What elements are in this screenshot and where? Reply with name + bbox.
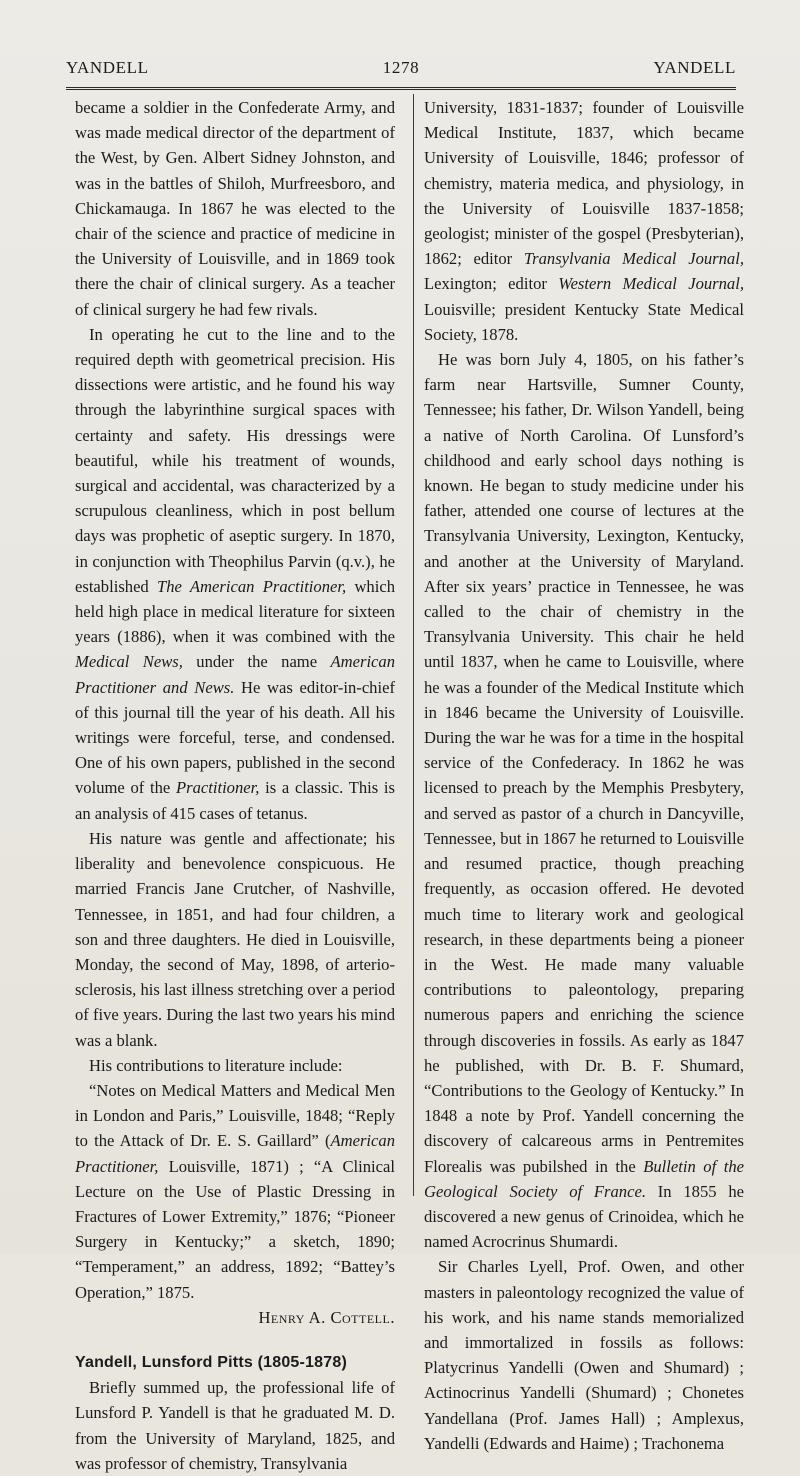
paragraph: His contributions to literature include: (89, 1055, 343, 1075)
journal-title: Transylvania Medical Journal, (523, 249, 744, 269)
text-run: He was editor-in-chief of this journal till the year of his death. All his writings were forceful, terse, and condensed. One of his own papers, published in the second volume of the (75, 677, 395, 798)
journal-title: Bulletin of the Geological Society of France. (424, 1156, 745, 1201)
journal-title: Medical News, (75, 652, 183, 672)
text-run: under the name (182, 652, 331, 672)
paragraph (75, 1078, 395, 1305)
text-run: Lexington; editor (424, 274, 559, 294)
paragraph (75, 322, 395, 826)
text-run: Louisville; president Kentucky State Medical Society, 1878. (424, 299, 744, 344)
text-run: University, 1831-1837; founder of Louisville Medical Institute, 1837, which became University of Louisville, 1846; professor of chemistry, materia medica, and physiology, in the University of Louisville 1837-1858; geologist; minister of the gospel (Presbyterian), 1862; editor (424, 98, 744, 269)
author-signature: Henry A. Cottell. (258, 1307, 395, 1327)
text-run: Louisville, 1871) ; “A Clinical Lecture on the Use of Plastic Dressing in Fractures of Lower Extremity,” 1876; “Pioneer Surgery in Kentucky;” a sketch, 1890; “Temperament,” an address, 1892; “Battey’s Operation,” 1875. (75, 1156, 395, 1302)
paragraph: His nature was gentle and affectionate; his liberality and benevolence conspicuous. He married Francis Jane Crutcher, of Nashville, Tennessee, in 1851, and had four children, a son and three daughters. He died in Louisville, Monday, the second of May, 1898, of arterio-sclerosis, his last illness stretching over a period of five years. During the last two years his mind was a blank. (75, 828, 395, 1050)
journal-title: Western Medical Journal, (558, 274, 744, 294)
journal-title: Practitioner, (175, 778, 260, 798)
text-run: is a classic. This is an analysis of 415 cases of tetanus. (75, 778, 395, 823)
left-column (75, 95, 395, 1476)
text-run: In 1855 he discovered a new genus of Crinoidea, which he named Acrocrinus Shumardi. (424, 1181, 744, 1252)
text-run: which held high place in medical literature for sixteen years (1886), when it was combined with the (75, 576, 396, 647)
paragraph (424, 95, 744, 347)
running-head-left: YANDELL (66, 58, 149, 77)
column-divider (413, 94, 414, 1196)
paragraph: Briefly summed up, the professional life of Lunsford P. Yandell is that he graduated M. D. from the University of Maryland, 1825, and was professor of chemistry, Transylvania (75, 1378, 395, 1473)
journal-title: The American Practitioner, (157, 576, 347, 596)
right-column (424, 95, 744, 1456)
page-number: 1278 (382, 58, 420, 77)
running-head (66, 58, 736, 82)
header-rule (66, 87, 736, 90)
text-run: “Notes on Medical Matters and Medical Men in London and Paris,” Louisville, 1848; “Reply to the Attack of Dr. E. S. Gaillard” ( (75, 1080, 395, 1151)
running-head-right: YANDELL (653, 58, 736, 77)
paragraph: Sir Charles Lyell, Prof. Owen, and other masters in paleontology recognized the value of his work, and his name stands memorialized and immortalized in fossils as follows: Platycrinus Yandelli (Owen and Shumard) ; Actinocrinus Yandelli (Shumard) ; Chonetes Yandellana (Prof. James Hall) ; Amplexus, Yandelli (Edwards and Haime) ; Trachonema (424, 1257, 744, 1453)
journal-title: American Practitioner, (75, 1131, 395, 1176)
paragraph: became a soldier in the Confederate Army, and was made medical director of the department of the West, by Gen. Albert Sidney Johnston, and was in the battles of Shiloh, Murfreesboro, and Chickamauga. In 1867 he was elected to the chair of the science and practice of medicine in the University of Louisville, and in 1869 took there the chair of clinical surgery. As a teacher of clinical surgery he had few rivals. (75, 98, 395, 319)
journal-title: American Practitioner and News. (75, 652, 396, 697)
entry-name: Yandell, Lunsford Pitts (75, 1353, 253, 1371)
entry-heading (75, 1350, 395, 1375)
entry-dates: (1805-1878) (257, 1353, 347, 1371)
text-run: In operating he cut to the line and to the required depth with geometrical precision. His dissections were artistic, and he found his way through the labyrinthine surgical spaces with certainty and safety. His dressings were beautiful, while his treatment of wounds, surgical and accidental, was characterized by a scrupulous cleanliness, which in post bellum days was prophetic of aseptic surgery. In 1870, in conjunction with Theophilus Parvin (q.v.), he established (75, 324, 395, 596)
text-run: He was born July 4, 1805, on his father’s farm near Hartsville, Sumner County, Tennessee; his father, Dr. Wilson Yandell, being a native of North Carolina. Of Lunsford’s childhood and early school days nothing is known. He began to study medicine under his father, attended one course of lectures at the Transylvania University, Lexington, Kentucky, and another at the University of Maryland. After six years’ practice in Tennessee, he was called to the chair of chemistry in the Transylvania University. This chair he held until 1837, when he came to Louisville, where he was a founder of the Medical Institute which in 1846 became the University of Louisville. During the war he was for a time in the hospital service of the Confederacy. In 1862 he was licensed to preach by the Memphis Presbytery, and served as pastor of a church in Dancyville, Tennessee, but in 1867 he returned to Louisville and resumed practice, though preaching frequently, as occasion offered. He devoted much time to literary work and geological research, in these departments being a pioneer in the West. He made many valuable contributions to paleontology, preparing numerous papers and enriching the science through discoveries in fossils. As early as 1847 he published, with Dr. B. F. Shumard, “Contributions to the Geology of Kentucky.” In 1848 a note by Prof. Yandell concerning the discovery of calcareous arms in Pentremites Florealis was pubilshed in the (424, 350, 744, 1176)
paragraph (424, 347, 744, 1254)
